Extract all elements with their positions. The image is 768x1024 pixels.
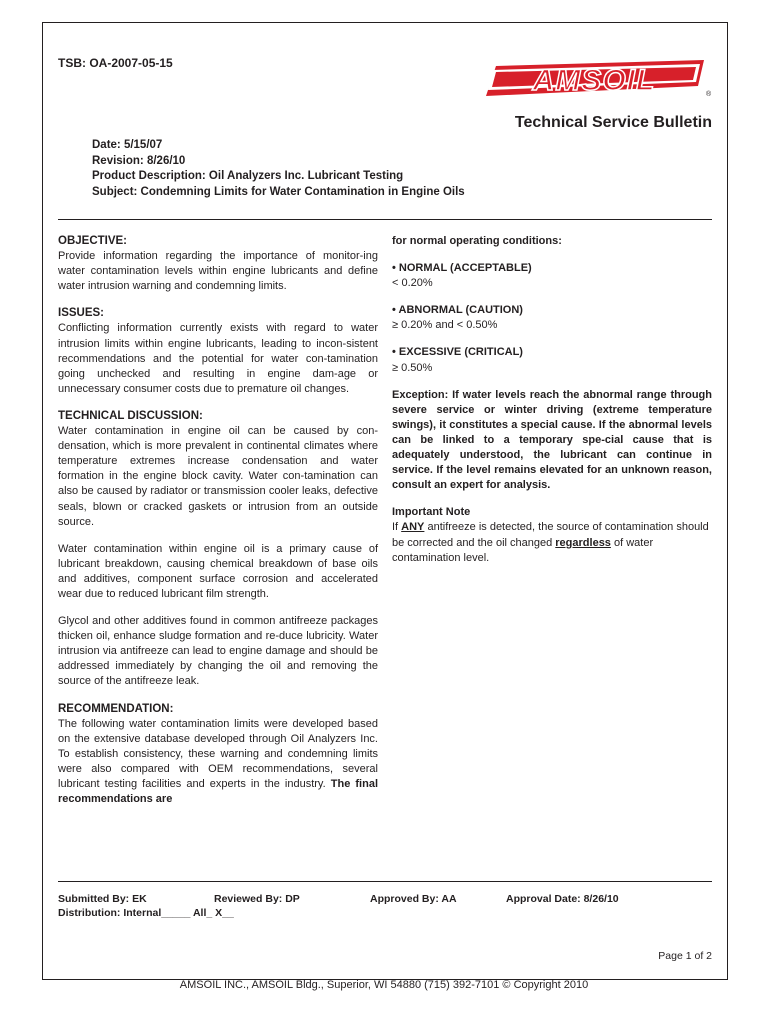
header-divider xyxy=(58,219,712,220)
distribution-row: Distribution: Internal_____ All_ X__ xyxy=(58,907,234,919)
bulletin-title: Technical Service Bulletin xyxy=(514,114,712,131)
technical-discussion-heading: TECHNICAL DISCUSSION: xyxy=(58,409,203,422)
left-column xyxy=(58,234,378,807)
abnormal-value: ≥ 0.20% and < 0.50% xyxy=(392,319,498,332)
recommendation-heading: RECOMMENDATION: xyxy=(58,702,174,715)
approved-by: Approved By: AA xyxy=(370,893,457,905)
revision-line: Revision: 8/26/10 xyxy=(92,154,186,167)
right-column xyxy=(392,234,712,566)
amsoil-logo xyxy=(478,56,712,102)
important-note-text: If ANY antifreeze is detected, the source of contamination should be corrected and the oil changed regardless of water contamination level. xyxy=(392,521,709,564)
approval-date: Approval Date: 8/26/10 xyxy=(506,893,619,905)
submitted-by: Submitted By: EK xyxy=(58,893,147,905)
objective-heading: OBJECTIVE: xyxy=(58,235,128,247)
objective-text: Provide information regarding the importance of monitor-ing water contamination levels within engine lubricants and define water intrusion warning and condemning limits. xyxy=(58,250,378,293)
regardless-emphasis: regardless xyxy=(555,536,611,549)
exception-text: Exception: If water levels reach the abnormal range through severe service or winter driving (extreme temperature swings), it constitutes a special cause. If the abnormal levels can be linked to a temporary spe-cial cause that is adequately understood, the lubricant can continue in service. If the level remains elevated for an unknown reason, consult an expert for analysis. xyxy=(392,388,712,492)
footer-divider xyxy=(58,881,712,882)
product-line: Product Description: Oil Analyzers Inc. Lubricant Testing xyxy=(92,170,404,182)
company-copyright: AMSOIL INC., AMSOIL Bldg., Superior, WI 54880 (715) 392-7101 © Copyright 2010 xyxy=(179,979,589,991)
subject-line: Subject: Condemning Limits for Water Contamination in Engine Oils xyxy=(92,185,465,198)
any-emphasis: ANY xyxy=(401,521,425,534)
approvals-row xyxy=(58,893,619,905)
normal-value: < 0.20% xyxy=(392,277,433,290)
date-line: Date: 5/15/07 xyxy=(92,139,163,151)
technical-paragraph-3: Glycol and other additives found in common antifreeze packages thicken oil, enhance sludge formation and re-duce lubricity. Water intrusion via antifreeze can lead to engine damage and should be addressed immediately by changing the oil and removing the source of the antifreeze leak. xyxy=(58,615,378,688)
technical-paragraph-2: Water contamination within engine oil is a primary cause of lubricant breakdown, causing chemical breakdown of base oils and additives, component surface corrosion and accelerated wear due to reduced lubricant film strength. xyxy=(58,542,378,600)
abnormal-label: • ABNORMAL (CAUTION) xyxy=(392,304,523,317)
normal-label: • NORMAL (ACCEPTABLE) xyxy=(392,262,532,275)
recommendation-bold: The final recommendations are xyxy=(58,778,378,806)
recommendation-text xyxy=(58,717,378,808)
excessive-value: ≥ 0.50% xyxy=(392,361,433,374)
bulletin-meta xyxy=(92,138,465,200)
issues-heading: ISSUES: xyxy=(58,307,105,320)
excessive-label: • EXCESSIVE (CRITICAL) xyxy=(392,346,523,359)
tsb-number: TSB: OA-2007-05-15 xyxy=(58,56,173,70)
page-number: Page 1 of 2 xyxy=(658,950,712,962)
operating-conditions-intro: for normal operating conditions: xyxy=(392,235,562,247)
technical-paragraph-1: Water contamination in engine oil can be caused by con-densation, which is more prevalent in continental climates where temperature extremes increase condensation and water formation in the engine block cavity. Water con-tamination can also be caused by radiator or transmission cooler leaks, defective seals, blown or cracked gaskets or intrusion from an outside source. xyxy=(58,425,378,528)
reviewed-by: Reviewed By: DP xyxy=(214,893,300,905)
issues-text: Conflicting information currently exists with regard to water intrusion limits within engine lubricants, leading to incon-sistent recommendations and the potential for water con-tamination going unchecked and resulting in engine dam-age or unnecessary consumer costs due to premature oil changes. xyxy=(58,322,378,395)
recommendation-body: The following water contamination limits were developed based on the extensive database developed through Oil Analyzers Inc. To establish consistency, these warning and condemning limits were also compared with OEM recommendations, several lubricant testing facilities and experts in the industry. xyxy=(58,717,378,790)
registered-mark: ® xyxy=(706,91,712,98)
important-note-heading: Important Note xyxy=(392,506,471,519)
logo-text: AMSOIL xyxy=(532,64,656,97)
